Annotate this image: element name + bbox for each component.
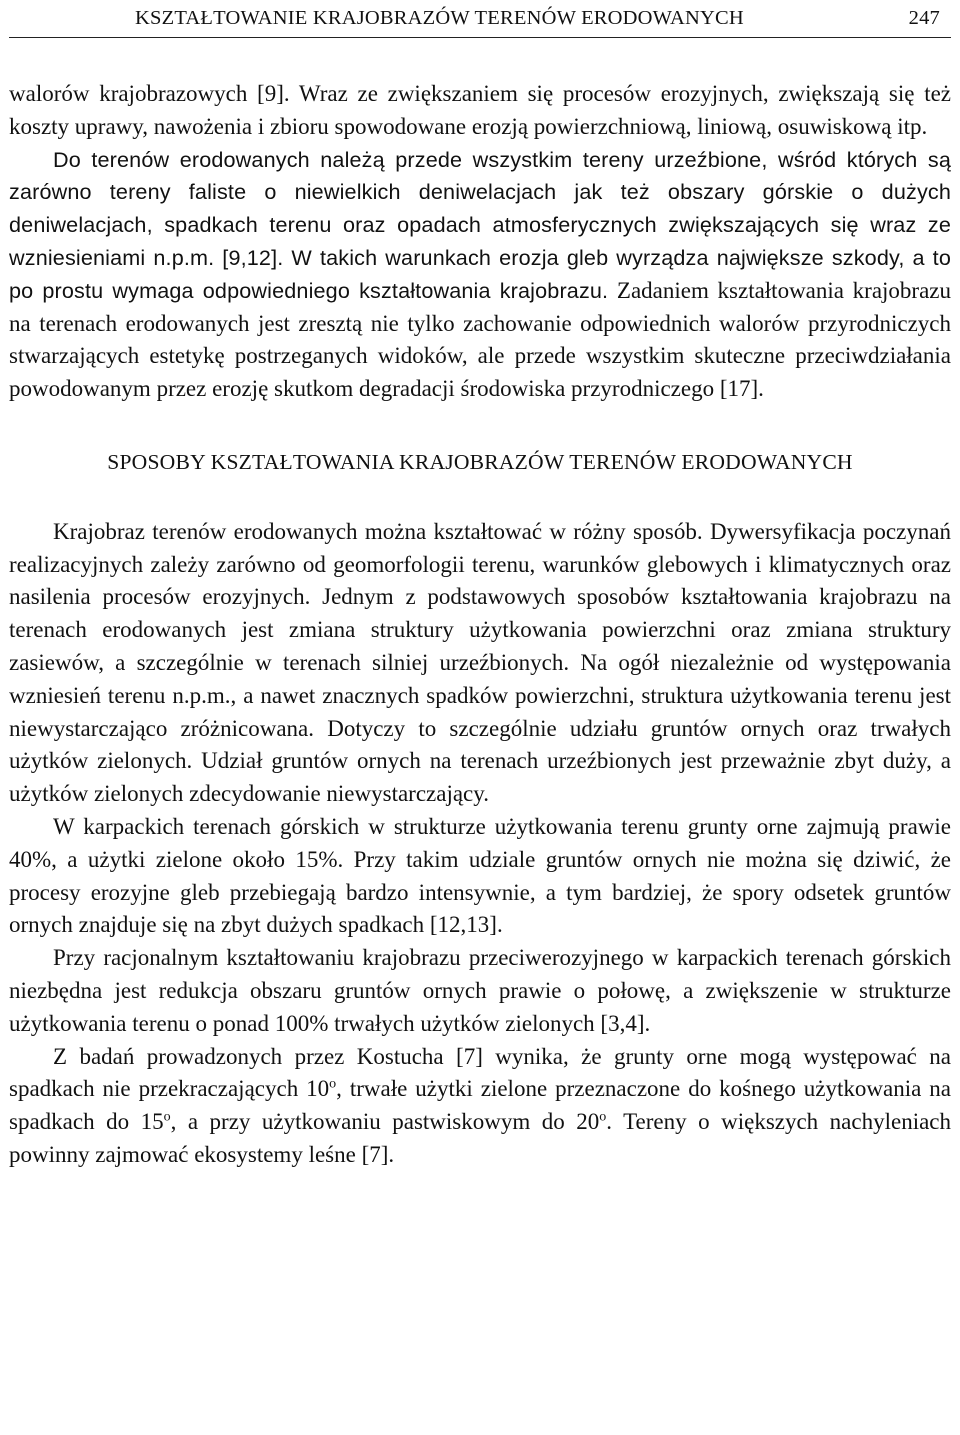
paragraph-5: Przy racjonalnym kształtowaniu krajobrazu przeciwerozyjnego w karpackich terenach górskich niezbędna jest redukcja obszaru gruntów ornych prawie o połowę, a zwiększenie w strukturze użytkowania terenu o ponad 100% trwałych użytków zielonych [3,4]. [9,945,951,1036]
paragraph-6 [9,1041,951,1172]
paragraph-2 [9,144,951,406]
page-number: 247 [908,7,940,29]
paragraph-2-continued: Zadaniem kształtowania krajobrazu na terenach erodowanych jest zresztą nie tylko zachowanie odpowiednich walorów przyrodniczych stwarzających estetykę postrzeganych widoków, ale przede wszystkim skuteczne przeciwdziałania powodowanym przez erozję skutkom degradacji środowiska przyrodniczego [17]. [9,277,952,402]
body-text [9,78,951,1172]
paragraph-4: W karpackich terenach górskich w strukturze użytkowania terenu grunty orne zajmują prawie 40%, a użytki zielone około 15%. Przy takim udziale gruntów ornych nie można się dziwić, że procesy erozyjne gleb przebiegają bardzo intensywnie, a tym bardziej, że spory odsetek gruntów ornych znajduje się na zbyt dużych spadkach [12,13]. [9,813,951,938]
running-header-title: KSZTAŁTOWANIE KRAJOBRAZÓW TERENÓW ERODOWANYCH [135,7,744,29]
degree-mark: o [163,1109,171,1125]
paragraph-2-sans-part: Do terenów erodowanych należą przede wszystkim tereny urzeźbione, wśród których są zarówno tereny faliste o niewielkich deniwelacjach jak też obszary górskie o dużych deniwelacjach, spadkach terenu oraz opadach atmosferycznych zwiększających się wraz ze wzniesieniami n.p.m. [9,12]. W takich warunkach erozja gleb wyrządza największe szkody, a to po prostu wymaga odpowiedniego kształtowania krajobrazu. [9,146,951,303]
degree-mark: o [599,1109,607,1125]
running-header [9,0,951,38]
section-heading: SPOSOBY KSZTAŁTOWANIA KRAJOBRAZÓW TERENÓW ERODOWANYCH [107,449,853,474]
paragraph-6-part-1: Z badań prowadzonych przez Kostucha [7] wynika, że grunty orne mogą występować na spadkach nie przekraczających 10 [9,1043,951,1102]
paragraph-3: Krajobraz terenów erodowanych można kształtować w różny sposób. Dywersyfikacja poczynań realizacyjnych zależy zarówno od geomorfologii terenu, warunków glebowych i klimatycznych oraz nasilenia procesów erozyjnych. Jednym z podstawowych sposobów kształtowania krajobrazu na terenach erodowanych jest zmiana struktury użytkowania powierzchni oraz zmiana struktury zasiewów, a szczególnie w terenach silniej urzeźbionych. Na ogół niezależnie od występowania wzniesień terenu n.p.m., a nawet znacznych spadków powierzchni, struktura użytkowania terenu jest niewystarczająco zróżnicowana. Dotyczy to szczególnie udziału gruntów ornych oraz trwałych użytków zielonych. Udział gruntów ornych na terenach urzeźbionych jest przeważnie zbyt duży, a użytków zielonych zdecydowanie niewystarczający. [9,518,951,807]
paragraph-6-part-4: . Tereny o większych nachyleniach powinny zajmować ekosystemy leśne [7]. [9,1109,952,1167]
degree-mark: o [329,1076,337,1092]
paragraph-6-part-2: , trwałe użytki zielone przeznaczone do kośnego użytkowania na spadkach do 15 [9,1076,951,1135]
paragraph-1: walorów krajobrazowych [9]. Wraz ze zwiększaniem się procesów erozyjnych, zwiększają się też koszty uprawy, nawożenia i zbioru spowodowane erozją powierzchniową, liniową, osuwiskową itp. [9,81,951,139]
paragraph-6-part-3: , a przy użytkowaniu pastwiskowym do 20 [170,1109,600,1135]
